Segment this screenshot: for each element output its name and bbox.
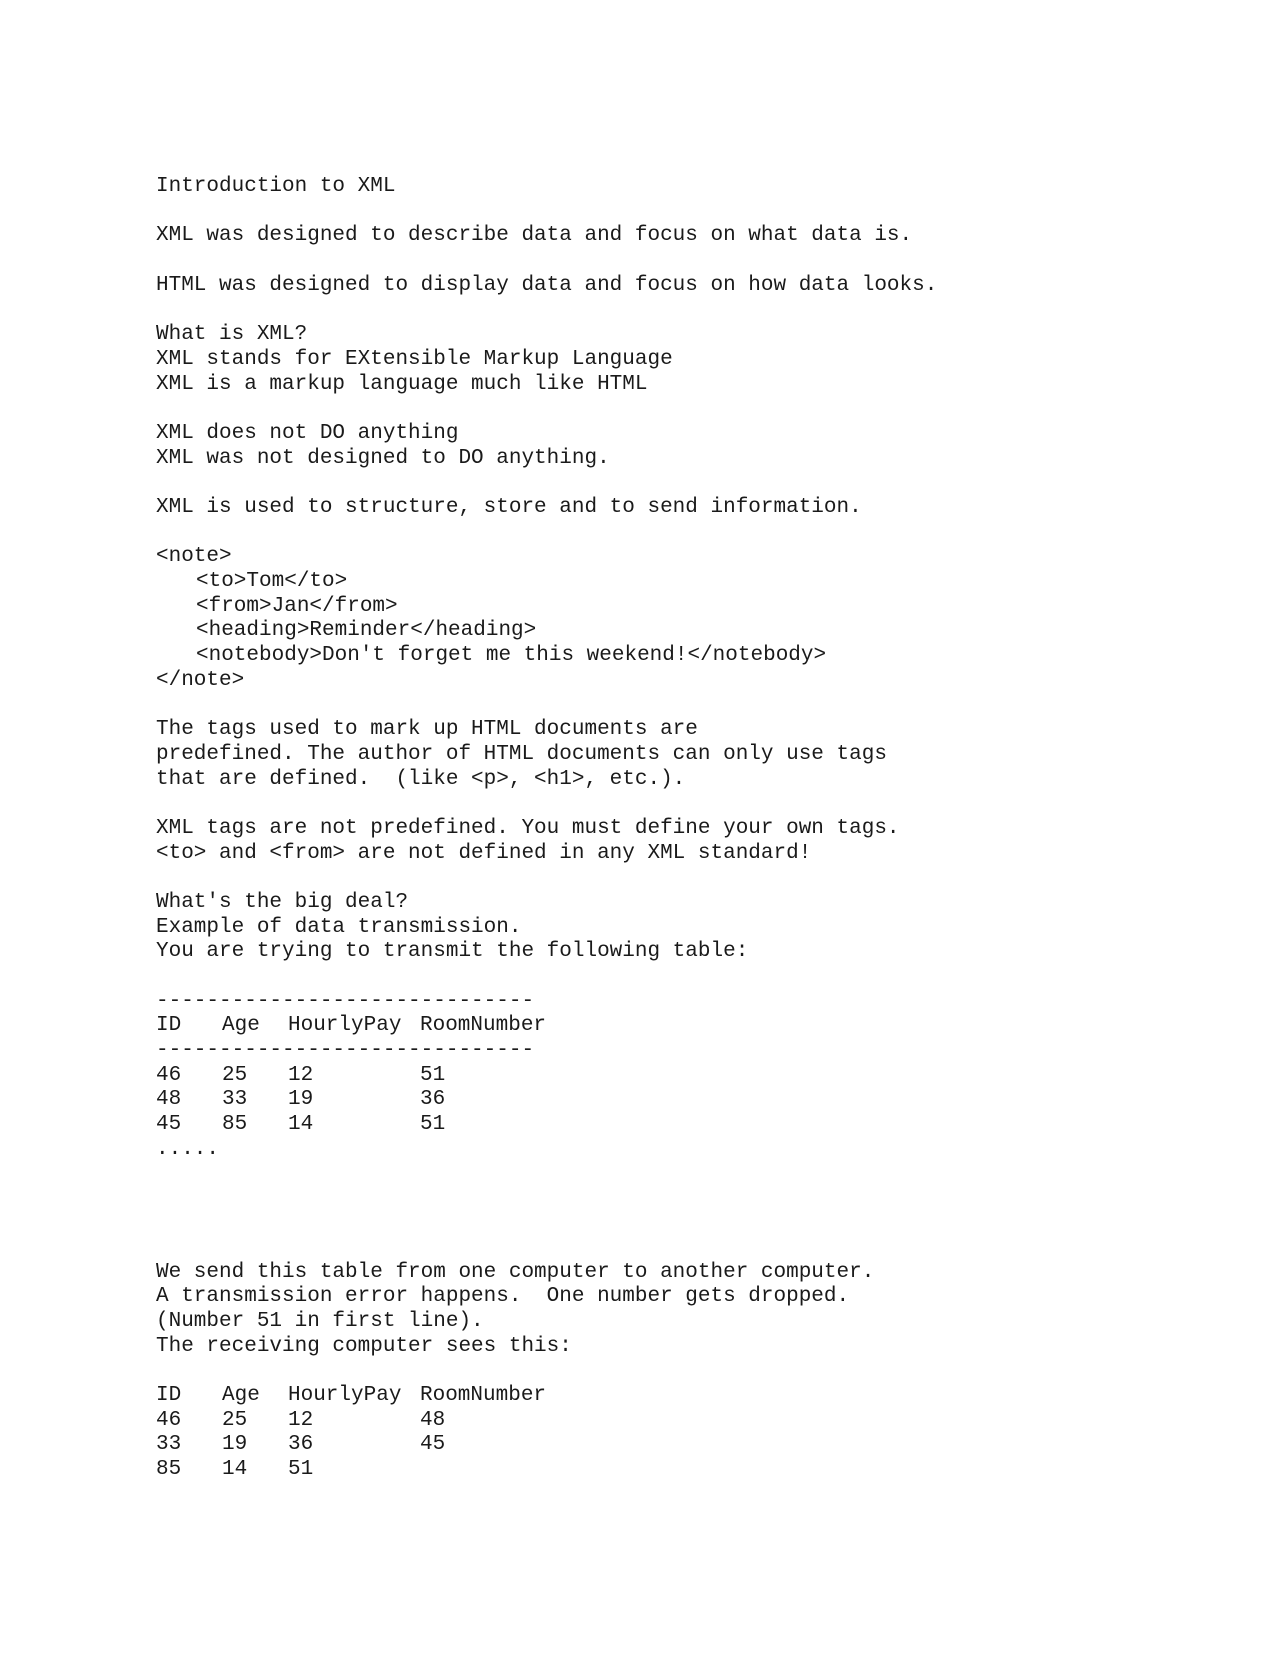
what-is-line-3: XML is a markup language much like HTML xyxy=(156,372,648,396)
header-id: ID xyxy=(156,1014,182,1038)
header-roomnumber: RoomNumber xyxy=(420,1383,547,1407)
header-age: Age xyxy=(222,1014,260,1038)
cell-roomnumber: 51 xyxy=(420,1113,446,1137)
big-deal-line-3: You are trying to transmit the following table: xyxy=(156,940,749,964)
xml-body-line: <notebody>Don't forget me this weekend!</notebody> xyxy=(196,644,827,668)
cell-id: 85 xyxy=(156,1458,182,1481)
intro-paragraph-1: XML was designed to describe data and focus on what data is. xyxy=(156,224,913,248)
cell-roomnumber: 45 xyxy=(420,1433,446,1457)
cell-id: 48 xyxy=(156,1088,182,1112)
cell-id: 33 xyxy=(156,1433,182,1457)
not-predefined-line-2: <to> and <from> are not defined in any XML standard! xyxy=(156,841,812,865)
spacer xyxy=(156,200,1156,225)
cell-age: 25 xyxy=(222,1408,248,1432)
table-ellipsis: ..... xyxy=(156,1137,220,1161)
cell-hourlypay: 14 xyxy=(288,1113,314,1137)
transmission-line-4: The receiving computer sees this: xyxy=(156,1334,572,1358)
does-not-line-1: XML does not DO anything xyxy=(156,421,459,445)
table-row xyxy=(156,1433,1156,1458)
what-is-heading: What is XML? xyxy=(156,323,308,347)
header-id: ID xyxy=(156,1383,182,1407)
big-deal-line-2: Example of data transmission. xyxy=(156,915,522,939)
spacer xyxy=(156,298,1156,323)
cell-roomnumber: 36 xyxy=(420,1088,446,1112)
does-not-line-2: XML was not designed to DO anything. xyxy=(156,446,610,470)
transmission-line-3: (Number 51 in first line). xyxy=(156,1309,484,1333)
table-rule-bottom: ------------------------------ xyxy=(156,1039,535,1063)
cell-roomnumber: 48 xyxy=(420,1408,446,1432)
table-row xyxy=(156,1064,1156,1089)
cell-id: 46 xyxy=(156,1408,182,1432)
spacer xyxy=(156,792,1156,817)
not-predefined-line-1: XML tags are not predefined. You must define your own tags. xyxy=(156,816,900,840)
table-row xyxy=(156,1088,1156,1113)
intro-paragraph-2: HTML was designed to display data and focus on how data looks. xyxy=(156,273,938,297)
cell-age: 85 xyxy=(222,1113,248,1137)
spacer xyxy=(156,397,1156,422)
spacer xyxy=(156,521,1156,546)
xml-example-block xyxy=(156,545,1156,693)
predefined-line-3: that are defined. (like <p>, <h1>, etc.). xyxy=(156,767,686,791)
cell-roomnumber: 51 xyxy=(420,1063,446,1087)
cell-id: 45 xyxy=(156,1113,182,1137)
table-rule-top: ------------------------------ xyxy=(156,989,535,1013)
table-row xyxy=(156,1458,1156,1483)
header-hourlypay: HourlyPay xyxy=(288,1014,402,1038)
document-title: Introduction to XML xyxy=(156,175,396,198)
cell-roomnumber xyxy=(420,1458,620,1483)
table-header-row xyxy=(156,1014,1156,1039)
document-page xyxy=(156,175,1156,1483)
used-for-line: XML is used to structure, store and to send information. xyxy=(156,495,862,519)
original-table xyxy=(156,990,1156,1163)
spacer xyxy=(156,249,1156,274)
header-hourlypay: HourlyPay xyxy=(288,1383,402,1407)
xml-note-close: </note> xyxy=(156,668,245,692)
xml-heading-line: <heading>Reminder</heading> xyxy=(196,619,537,643)
what-is-line-2: XML stands for EXtensible Markup Language xyxy=(156,347,673,371)
predefined-line-2: predefined. The author of HTML documents can only use tags xyxy=(156,742,887,766)
predefined-line-1: The tags used to mark up HTML documents are xyxy=(156,718,698,742)
cell-age: 25 xyxy=(222,1063,248,1087)
header-age: Age xyxy=(222,1383,260,1407)
table-header-row xyxy=(156,1384,1156,1409)
xml-from-line: <from>Jan</from> xyxy=(196,594,398,618)
table-row xyxy=(156,1409,1156,1434)
cell-hourlypay: 36 xyxy=(288,1433,314,1457)
cell-hourlypay: 12 xyxy=(288,1063,314,1087)
xml-to-line: <to>Tom</to> xyxy=(196,570,348,593)
cell-age: 33 xyxy=(222,1088,248,1112)
spacer xyxy=(156,866,1156,891)
header-roomnumber: RoomNumber xyxy=(420,1014,547,1038)
cell-id: 46 xyxy=(156,1063,182,1087)
cell-age: 14 xyxy=(222,1458,248,1481)
cell-hourlypay: 51 xyxy=(288,1458,314,1481)
spacer xyxy=(156,965,1156,990)
transmission-line-1: We send this table from one computer to another computer. xyxy=(156,1260,875,1284)
cell-hourlypay: 12 xyxy=(288,1408,314,1432)
spacer xyxy=(156,693,1156,718)
spacer xyxy=(156,471,1156,496)
spacer xyxy=(156,1163,1156,1261)
cell-age: 19 xyxy=(222,1433,248,1457)
transmission-line-2: A transmission error happens. One number gets dropped. xyxy=(156,1285,850,1309)
received-table xyxy=(156,1384,1156,1483)
xml-note-open: <note> xyxy=(156,545,232,569)
table-row xyxy=(156,1113,1156,1138)
cell-hourlypay: 19 xyxy=(288,1088,314,1112)
spacer xyxy=(156,1359,1156,1384)
big-deal-line-1: What's the big deal? xyxy=(156,890,409,914)
